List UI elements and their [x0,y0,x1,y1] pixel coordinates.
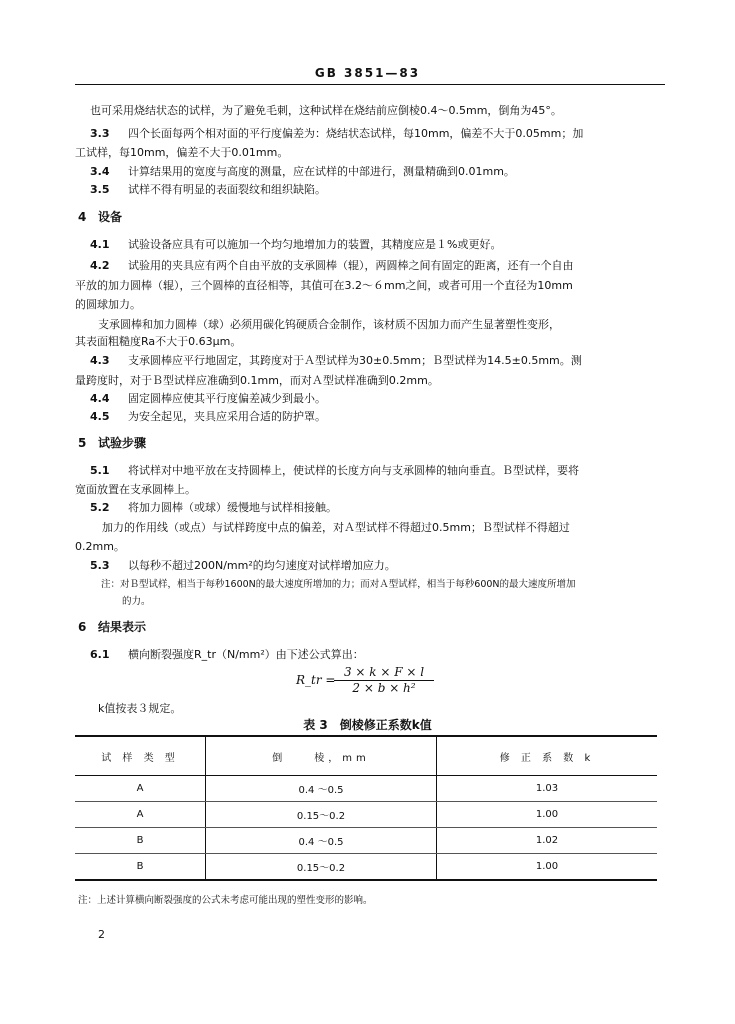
section-number: 5 [78,436,87,450]
cell-sample-type: A [75,802,206,828]
clause-number: 6.1 [90,648,110,661]
clause-number: 3.5 [90,183,110,196]
k-value-note: k值按表３规定。 [98,702,182,715]
cell-chamfer: 0.15～0.2 [206,854,437,881]
para-4-5-text: 为安全起见，夹具应采用合适的防护罩。 [128,410,326,423]
para-5-2-text: 将加力圆棒（或球）缓慢地与试样相接触。 [128,501,337,514]
para-4-4 [90,390,326,406]
table-row [75,776,657,802]
clause-number: 3.3 [90,127,110,140]
column-header: 修 正 系 数 k [437,736,658,776]
cell-sample-type: A [75,776,206,802]
formula-lhs: R_tr = [296,673,336,687]
clause-number: 4.4 [90,392,110,405]
para-3-5 [90,181,326,197]
chamfer-correction-table [75,735,657,881]
para-4-3-line1 [90,352,582,368]
section-title: 结果表示 [98,620,147,634]
section-5-heading [78,434,146,451]
para-4-2b-line1: 支承圆棒和加力圆棒（球）必须用碳化钨硬质合金制作，该材质不因加力而产生显著塑性变形， [98,318,560,331]
column-header: 倒 棱，mm [206,736,437,776]
para-4-4-text: 固定圆棒应使其平行度偏差减少到最小。 [128,392,326,405]
para-5-3-text: 以每秒不超过200N/mm²的均匀速度对试样增加应力。 [128,559,396,572]
table-row [75,802,657,828]
section-number: 4 [78,210,87,224]
clause-number: 5.3 [90,559,110,572]
cell-coefficient: 1.00 [437,802,658,828]
cell-sample-type: B [75,828,206,854]
table-row [75,854,657,881]
formula-denominator: 2 × b × h² [352,681,416,695]
section-4-heading [78,208,122,225]
para-4-1 [90,236,501,252]
clause-number: 4.2 [90,259,110,272]
cell-chamfer: 0.4 ～0.5 [206,828,437,854]
column-header: 试 样 类 型 [75,736,206,776]
para-4-3-text: 支承圆棒应平行地固定，其跨度对于Ａ型试样为30±0.5mm；Ｂ型试样为14.5±0.5mm。测 [128,354,582,367]
para-3-3-text: 四个长面每两个相对面的平行度偏差为：烧结状态试样，每10mm，偏差不大于0.05mm；加 [128,127,584,140]
table-row [75,828,657,854]
para-5-1-line2: 宽面放置在支承圆棒上。 [75,483,196,496]
para-3-5-text: 试样不得有明显的表面裂纹和组织缺陷。 [128,183,326,196]
para-6-1-text: 横向断裂强度R_tr（N/mm²）由下述公式算出： [128,648,364,661]
note-5-3-line2: 的力。 [122,596,151,607]
para-5-3 [90,557,396,573]
table-caption: 表 3 倒棱修正系数k值 [303,718,432,732]
para-5-2 [90,499,337,515]
para-4-5 [90,408,326,424]
para-6-1 [90,646,364,662]
table-header-row [75,736,657,776]
cell-coefficient: 1.03 [437,776,658,802]
para-3-4-text: 计算结果用的宽度与高度的测量，应在试样的中部进行，测量精确到0.01mm。 [128,165,515,178]
formula-numerator: 3 × k × F × l [334,665,434,681]
para-3-3-line2: 工试样，每10mm，偏差不大于0.01mm。 [75,146,289,159]
section-title: 设备 [98,210,123,224]
page-header-code: GB 3851—83 [314,66,421,80]
section-number: 6 [78,620,87,634]
para-5-2b-line2: 0.2mm。 [75,540,125,553]
header-rule [75,84,665,85]
clause-number: 4.1 [90,238,110,251]
clause-number: 4.5 [90,410,110,423]
para-4-1-text: 试验设备应具有可以施加一个均匀地增加力的装置，其精度应是１%或更好。 [128,238,502,251]
clause-number: 5.2 [90,501,110,514]
cell-coefficient: 1.00 [437,854,658,881]
clause-number: 5.1 [90,464,110,477]
para-5-2b-line1: 加力的作用线（或点）与试样跨度中点的偏差，对Ａ型试样不得超过0.5mm；Ｂ型试样不得超过 [102,521,570,534]
page-number: 2 [98,928,105,941]
para-4-2-text: 试验用的夹具应有两个自由平放的支承圆棒（辊），两圆棒之间有固定的距离，还有一个自由 [128,259,574,272]
para-4-2-line2: 平放的加力圆棒（辊），三个圆棒的直径相等，其值可在3.2～６mm之间，或者可用一个直径为10mm [75,279,573,292]
clause-number: 4.3 [90,354,110,367]
para-4-3-line2: 量跨度时，对于Ｂ型试样应准确到0.1mm，而对Ａ型试样准确到0.2mm。 [75,374,439,387]
para-4-2b-line2: 其表面粗糙度Ra不大于0.63μm。 [75,335,242,348]
para-3-2-cont: 也可采用烧结状态的试样，为了避免毛刺，这种试样在烧结前应倒棱0.4～0.5mm，倒角为45°。 [90,104,562,117]
para-4-2-line1 [90,257,574,273]
clause-number: 3.4 [90,165,110,178]
cell-chamfer: 0.15～0.2 [206,802,437,828]
cell-chamfer: 0.4 ～0.5 [206,776,437,802]
formula-fraction [334,665,434,695]
note-5-3-line1: 注：对Ｂ型试样，相当于每秒1600N的最大速度所增加的力；而对Ａ型试样，相当于每秒600N的最大速度所增加 [101,579,576,590]
para-5-1-text: 将试样对中地平放在支持圆棒上，使试样的长度方向与支承圆棒的轴向垂直。Ｂ型试样，要将 [128,464,579,477]
section-6-heading [78,618,146,635]
cell-coefficient: 1.02 [437,828,658,854]
cell-sample-type: B [75,854,206,881]
para-4-2-line3: 的圆球加力。 [75,298,141,311]
section-title: 试验步骤 [98,436,147,450]
para-3-3-line1 [90,125,583,141]
para-5-1-line1 [90,462,579,478]
para-3-4 [90,163,515,179]
table-note: 注：上述计算横向断裂强度的公式未考虑可能出现的塑性变形的影响。 [78,895,373,906]
